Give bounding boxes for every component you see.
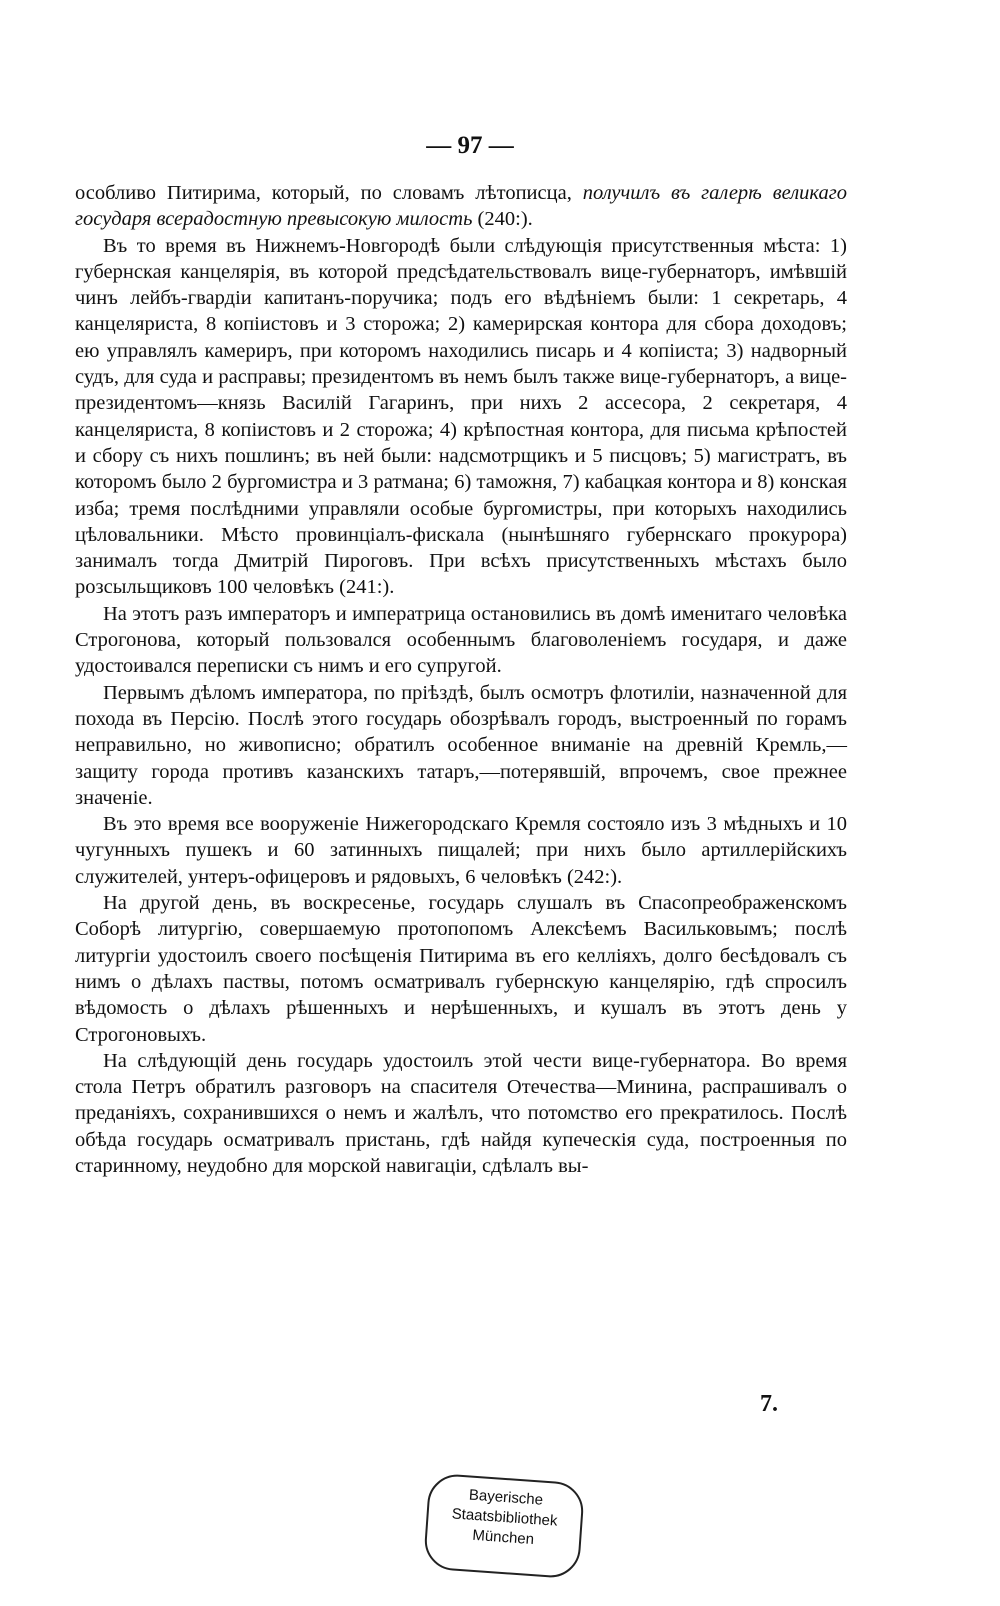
- paragraph-7: На слѣдующій день государь удостоилъ этой чести вице-губернатора. Во время стола Петръ обратилъ разговоръ на спасителя Отечества—Минина, распрашивалъ о преданіяхъ, сохранившихся о немъ и жалѣлъ, что потомство его прекратилось. Послѣ обѣда государь осматривалъ пристань, гдѣ найдя купеческія суда, построенныя по старинному, неудобно для морской навигаціи, сдѣлалъ вы-: [75, 1049, 847, 1177]
- paragraph-1: [75, 180, 847, 233]
- stamp-line-2: Staatsbibliothek: [451, 1505, 559, 1530]
- stamp-line-3: München: [471, 1526, 535, 1549]
- library-stamp: [423, 1473, 585, 1580]
- paragraph-1-intro: особливо Питирима, который, по словамъ лѣтописца,: [75, 182, 583, 204]
- stamp-line-1: Bayerische: [468, 1486, 544, 1509]
- paragraph-3: На этотъ разъ императоръ и императрица остановились въ домѣ именитаго человѣка Строгонова, который пользовался особеннымъ благоволеніемъ государя, и даже удостоивался переписки съ нимъ и его супругой.: [75, 602, 847, 678]
- paragraph-6: На другой день, въ воскресенье, государь слушалъ въ Спасопреображенскомъ Соборѣ литургію, совершаемую протопопомъ Алексѣемъ Васильковымъ; послѣ литургіи удостоилъ своего посѣщенія Питирима въ его келліяхъ, долго бесѣдовалъ съ нимъ о дѣлахъ паствы, потомъ осматривалъ губернскую канцелярію, гдѣ спросилъ вѣдомость о дѣлахъ рѣшенныхъ и нерѣшенныхъ, и кушалъ въ этотъ день у Строгоновыхъ.: [75, 892, 847, 1046]
- paragraph-5: Въ это время все вооруженіе Нижегородскаго Кремля состояло изъ 3 мѣдныхъ и 10 чугунныхъ пушекъ и 60 затинныхъ пищалей; при нихъ было артиллерійскихъ служителей, унтеръ-офицеровъ и рядовыхъ, 6 человѣкъ (242:).: [75, 813, 847, 888]
- body-text: [75, 180, 847, 1179]
- paragraph-4: Первымъ дѣломъ императора, по пріѣздѣ, былъ осмотръ флотиліи, назначенной для похода въ Персію. Послѣ этого государь обозрѣвалъ городъ, выстроенный по горамъ неправильно, но живописно; обратилъ особенное вниманіе на древній Кремль,—защиту города противъ казанскихъ татаръ,—потерявшій, впрочемъ, свое прежнее значеніе.: [75, 681, 847, 809]
- signature-mark: 7.: [760, 1391, 778, 1417]
- chronicle-quote: получилъ въ галерѣ великаго государя всерадостную превысокую милость: [75, 182, 847, 231]
- paragraph-1-tail: (240:).: [472, 208, 533, 231]
- page-number: — 97 —: [426, 132, 514, 159]
- paragraph-2: Въ то время въ Нижнемъ-Новгородѣ были слѣдующія присутственныя мѣста: 1) губернская канцелярія, въ которой предсѣдательствовалъ вице-губернаторъ, имѣвшій чинъ лейбъ-гвардіи капитанъ-поручика; подъ его вѣдѣніемъ были: 1 секретарь, 4 канцеляриста, 8 копіистовъ и 3 сторожа; 2) камерирская контора для сбора доходовъ; ею управлялъ камериръ, при которомъ находились писарь и 4 копіиста; 3) надворный судъ, для суда и расправы; президентомъ въ немъ былъ также вице-губернаторъ, а вице-президентомъ—князь Василій Гагаринъ, при нихъ 2 ассесора, 2 секретаря, 4 канцеляриста, 8 копіистовъ и 2 сторожа; 4) крѣпостная контора, для письма крѣпостей и сбору съ нихъ пошлинъ; въ ней были: надсмотрщикъ и 5 писцовъ; 5) магистратъ, въ которомъ было 2 бургомистра и 3 ратмана; 6) таможня, 7) кабацкая контора и 8) конская изба; тремя послѣдними управляли особые бургомистры, при которыхъ находились цѣловальники. Мѣсто провинціалъ-фискала (нынѣшняго губернскаго прокурора) занималъ тогда Дмитрій Пироговъ. При всѣхъ присутственныхъ мѣстахъ было розсыльщиковъ 100 человѣкъ (241:).: [75, 234, 847, 599]
